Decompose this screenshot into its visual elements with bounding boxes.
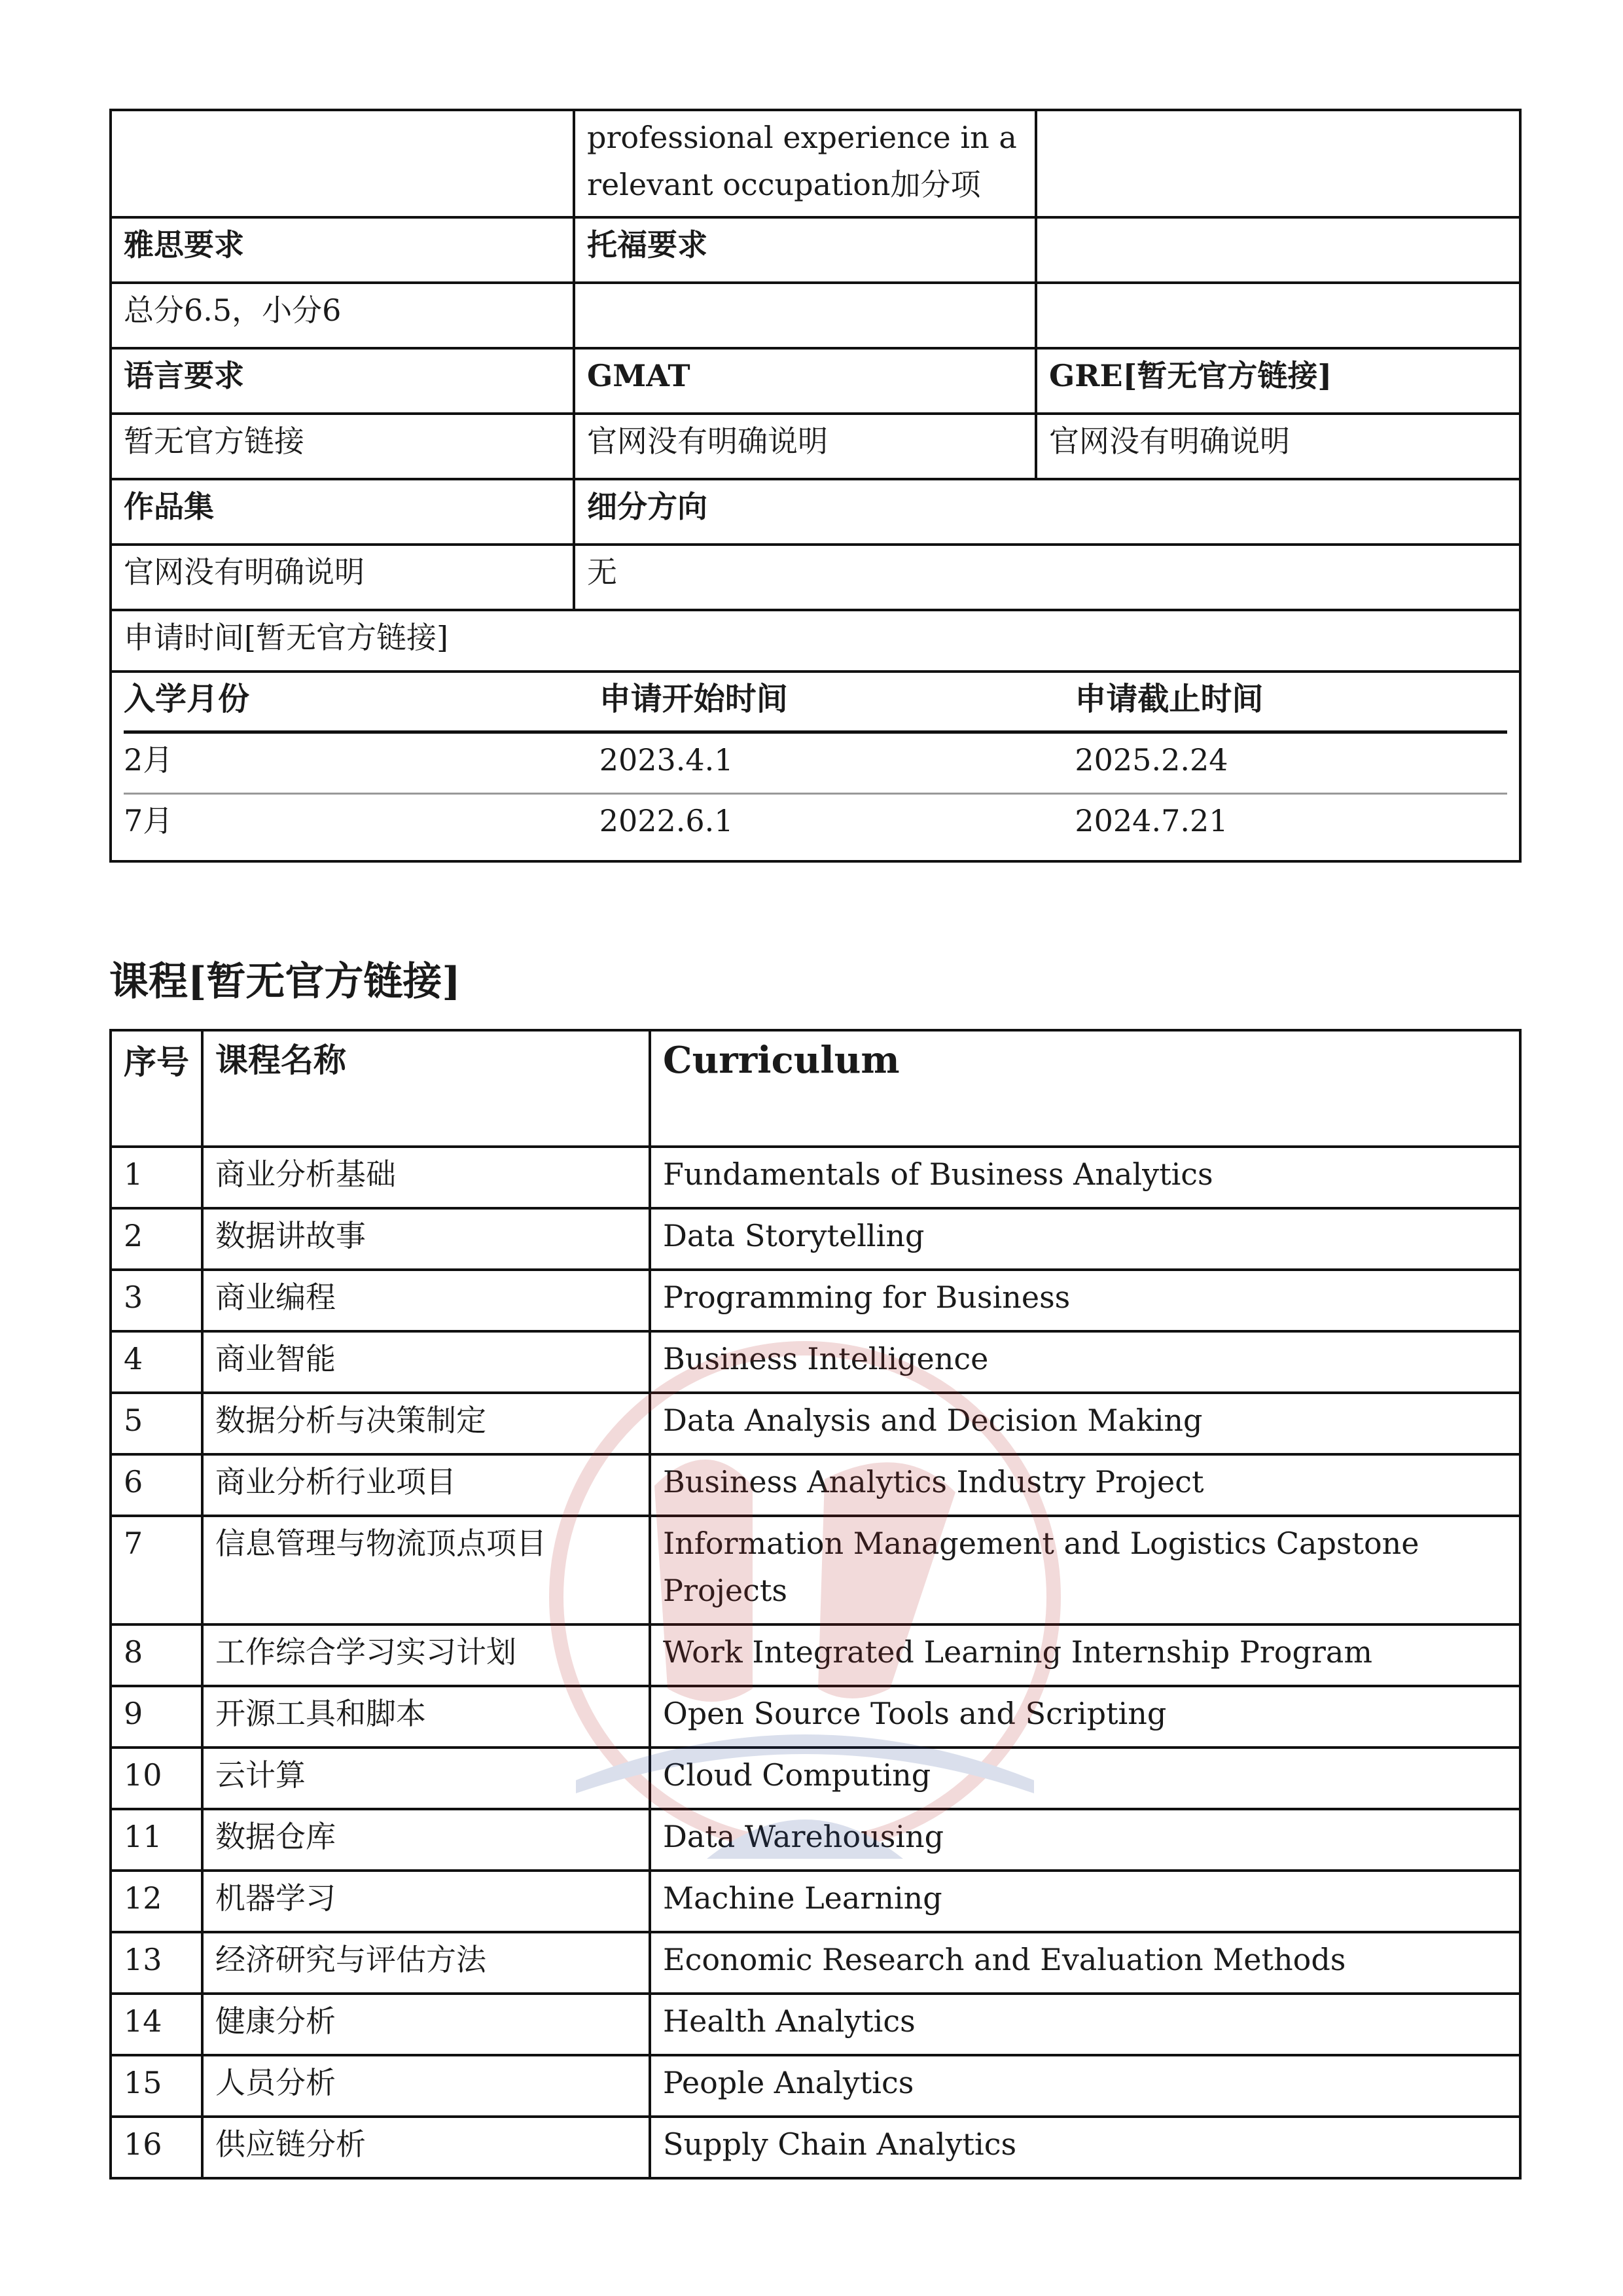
course-name-cn: 健康分析	[202, 1994, 650, 2055]
course-name-en: Work Integrated Learning Internship Program	[650, 1624, 1520, 1686]
course-name-en: Data Analysis and Decision Making	[650, 1393, 1520, 1454]
table-row	[111, 1994, 1520, 2055]
column-header-cn: 课程名称	[202, 1030, 650, 1147]
schedule-cell	[111, 672, 1520, 861]
course-name-cn: 经济研究与评估方法	[202, 1932, 650, 1994]
table-row	[111, 1686, 1520, 1748]
course-name-cn: 数据讲故事	[202, 1208, 650, 1270]
gmat-value: 官网没有明确说明	[574, 414, 1036, 479]
gre-label: GRE[暂无官方链接]	[1036, 348, 1520, 414]
course-name-cn: 商业分析行业项目	[202, 1454, 650, 1516]
course-index: 1	[111, 1147, 202, 1208]
table-row	[111, 1748, 1520, 1809]
course-name-cn: 供应链分析	[202, 2117, 650, 2178]
course-name-cn: 机器学习	[202, 1871, 650, 1932]
course-name-en: Machine Learning	[650, 1871, 1520, 1932]
course-index: 14	[111, 1994, 202, 2055]
column-header-index: 序号	[111, 1030, 202, 1147]
intake-month: 7月	[124, 803, 173, 838]
table-row	[111, 1932, 1520, 1994]
table-row	[111, 1331, 1520, 1393]
intake-month: 2月	[124, 732, 599, 794]
course-name-cn: 数据仓库	[202, 1809, 650, 1871]
course-name-cn: 云计算	[202, 1748, 650, 1809]
application-schedule-table	[124, 673, 1507, 855]
schedule-header: 申请截止时间	[1075, 673, 1507, 732]
table-row	[111, 1871, 1520, 1932]
schedule-row	[124, 794, 1507, 855]
table-row	[111, 610, 1520, 672]
table-row	[111, 1809, 1520, 1871]
table-row	[111, 283, 1520, 348]
course-index: 13	[111, 1932, 202, 1994]
empty-cell	[1036, 110, 1520, 217]
language-label: 语言要求	[111, 348, 574, 414]
course-name-en: Programming for Business	[650, 1270, 1520, 1331]
course-index: 15	[111, 2055, 202, 2117]
course-index: 7	[111, 1516, 202, 1624]
course-name-en: Data Storytelling	[650, 1208, 1520, 1270]
open-date: 2022.6.1	[599, 803, 734, 838]
course-name-en: People Analytics	[650, 2055, 1520, 2117]
schedule-header: 入学月份	[124, 673, 599, 732]
courses-table	[109, 1029, 1522, 2179]
courses-header-row	[111, 1030, 1520, 1147]
course-name-en: Fundamentals of Business Analytics	[650, 1147, 1520, 1208]
course-name-en: Cloud Computing	[650, 1748, 1520, 1809]
table-row	[111, 348, 1520, 414]
table-row	[111, 1624, 1520, 1686]
portfolio-value: 官网没有明确说明	[111, 545, 574, 610]
course-name-en: Supply Chain Analytics	[650, 2117, 1520, 2178]
table-row	[111, 1270, 1520, 1331]
course-name-cn: 开源工具和脚本	[202, 1686, 650, 1748]
table-row	[111, 1147, 1520, 1208]
course-name-cn: 工作综合学习实习计划	[202, 1624, 650, 1686]
open-date: 2023.4.1	[599, 732, 1075, 794]
course-index: 4	[111, 1331, 202, 1393]
schedule-row	[124, 732, 1507, 794]
portfolio-label: 作品集	[111, 479, 574, 545]
course-name-cn: 数据分析与决策制定	[202, 1393, 650, 1454]
empty-cell	[1036, 283, 1520, 348]
table-row	[111, 1454, 1520, 1516]
column-header-en: Curriculum	[650, 1030, 1520, 1147]
ielts-label: 雅思要求	[111, 217, 574, 283]
course-name-cn: 商业编程	[202, 1270, 650, 1331]
specialization-value: 无	[574, 545, 1520, 610]
course-name-en: Economic Research and Evaluation Methods	[650, 1932, 1520, 1994]
empty-cell	[111, 110, 574, 217]
table-row	[111, 1208, 1520, 1270]
experience-note: professional experience in a relevant occupation加分项	[574, 110, 1036, 217]
table-row	[111, 2055, 1520, 2117]
course-index: 11	[111, 1809, 202, 1871]
course-index: 9	[111, 1686, 202, 1748]
table-row	[111, 414, 1520, 479]
course-name-en: Business Analytics Industry Project	[650, 1454, 1520, 1516]
course-index: 12	[111, 1871, 202, 1932]
table-row	[111, 545, 1520, 610]
toefl-label: 托福要求	[574, 217, 1036, 283]
toefl-value	[574, 283, 1036, 348]
schedule-header: 申请开始时间	[599, 673, 1075, 732]
specialization-label: 细分方向	[574, 479, 1520, 545]
table-row	[111, 479, 1520, 545]
language-value: 暂无官方链接	[111, 414, 574, 479]
course-index: 10	[111, 1748, 202, 1809]
table-row	[111, 217, 1520, 283]
course-name-en: Data Warehousing	[650, 1809, 1520, 1871]
table-row	[111, 110, 1520, 217]
application-time-title: 申请时间[暂无官方链接]	[111, 610, 1520, 672]
course-name-cn: 信息管理与物流顶点项目	[202, 1516, 650, 1624]
table-row	[111, 1516, 1520, 1624]
course-name-en: Information Management and Logistics Capstone Projects	[650, 1516, 1520, 1624]
course-index: 3	[111, 1270, 202, 1331]
course-name-en: Business Intelligence	[650, 1331, 1520, 1393]
schedule-header-row	[124, 673, 1507, 732]
course-index: 16	[111, 2117, 202, 2178]
deadline-date: 2025.2.24	[1075, 732, 1507, 794]
table-row	[111, 2117, 1520, 2178]
course-index: 6	[111, 1454, 202, 1516]
empty-cell	[1036, 217, 1520, 283]
course-index: 2	[111, 1208, 202, 1270]
table-row	[111, 672, 1520, 861]
course-name-cn: 人员分析	[202, 2055, 650, 2117]
course-name-en: Health Analytics	[650, 1994, 1520, 2055]
courses-heading: 课程[暂无官方链接]	[109, 959, 461, 1005]
course-name-en: Open Source Tools and Scripting	[650, 1686, 1520, 1748]
course-index: 8	[111, 1624, 202, 1686]
course-name-cn: 商业智能	[202, 1331, 650, 1393]
deadline-date: 2024.7.21	[1075, 803, 1228, 838]
ielts-value: 总分6.5，小分6	[111, 283, 574, 348]
gre-value: 官网没有明确说明	[1036, 414, 1520, 479]
course-index: 5	[111, 1393, 202, 1454]
requirements-table	[109, 109, 1522, 863]
course-name-cn: 商业分析基础	[202, 1147, 650, 1208]
gmat-label: GMAT	[574, 348, 1036, 414]
table-row	[111, 1393, 1520, 1454]
